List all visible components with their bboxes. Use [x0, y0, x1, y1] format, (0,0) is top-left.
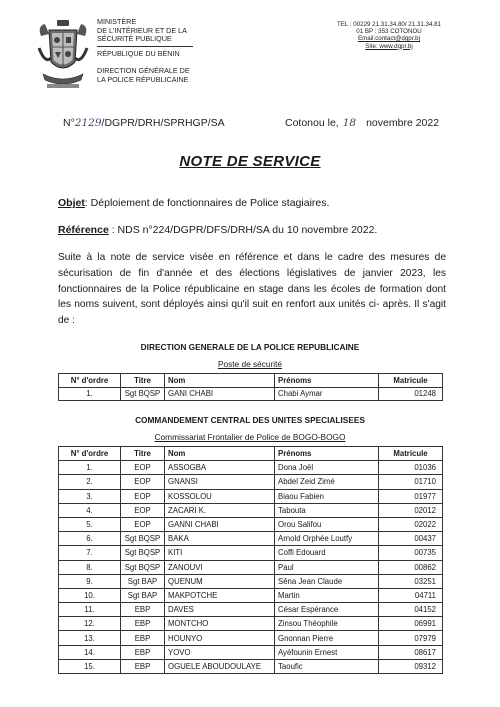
cell-name: KITI [165, 546, 275, 560]
cell-name: GANI CHABI [165, 387, 275, 401]
reference-label: Référence [58, 224, 109, 236]
col-firstnames-header: Prénoms [275, 374, 379, 388]
cell-matricule: 01248 [379, 387, 443, 401]
cell-firstnames: Abdel Zeid Zimé [275, 475, 379, 489]
reference-suffix: /DGPR/DRH/SPRHGP/SA [101, 117, 225, 129]
table-row [59, 574, 443, 588]
table-row [59, 475, 443, 489]
cell-title: EBP [121, 645, 165, 659]
cell-matricule: 01710 [379, 475, 443, 489]
cell-name: OGUELE ABOUDOULAYE [165, 659, 275, 673]
cell-title: EOP [121, 517, 165, 531]
table-row [59, 517, 443, 531]
table-row [59, 617, 443, 631]
cell-matricule: 07979 [379, 631, 443, 645]
col-order-header: N° d'ordre [59, 374, 121, 388]
ministry-line-3: SÉCURITÉ PUBLIQUE [97, 34, 172, 44]
cell-title: Sgt BQSP [121, 546, 165, 560]
cell-name: YOVO [165, 645, 275, 659]
contact-website-link[interactable]: Site: www.dgpr.bj [365, 42, 413, 50]
cell-order: 3. [59, 489, 121, 503]
date-city: Cotonou le, [285, 117, 339, 129]
body-paragraph: Suite à la note de service visée en référence et dans le cadre des mesures de sécurisation de fin d'année et des élections législatives de janvier 2023, les fonctionnaires de la Police républicaine en stage dans les écoles de formation dont les noms suivent, sont déployés ainsi qu'il suit en renfort aux unités ci- après. Il s'agit de : [58, 252, 446, 327]
col-order-header: N° d'ordre [59, 447, 121, 461]
ministry-line-1: MINISTÈRE [97, 17, 137, 26]
cell-firstnames: Ayéfounin Ernest [275, 645, 379, 659]
table-row [59, 503, 443, 517]
cell-order: 2. [59, 475, 121, 489]
ministry-line-2: DE L'INTÉRIEUR ET DE LA [97, 25, 187, 35]
table-row [59, 603, 443, 617]
section1-subtitle: Poste de sécurité [217, 359, 283, 369]
ministry-header [97, 18, 193, 85]
cell-title: EBP [121, 631, 165, 645]
subject-line [58, 197, 329, 209]
section2-subtitle: Commissariat Frontalier de Police de BOGO-BOGO [154, 432, 346, 442]
cell-title: EOP [121, 503, 165, 517]
cell-name: MONTCHO [165, 617, 275, 631]
cell-matricule: 01036 [379, 461, 443, 475]
cell-firstnames: Biaou Fabien [275, 489, 379, 503]
table-row [59, 532, 443, 546]
cell-name: HOUNYO [165, 631, 275, 645]
cell-order: 1. [59, 387, 121, 401]
cell-title: EOP [121, 489, 165, 503]
cell-order: 7. [59, 546, 121, 560]
cell-name: KOSSOLOU [165, 489, 275, 503]
cell-matricule: 06991 [379, 617, 443, 631]
section1-table [58, 373, 443, 401]
cell-title: Sgt BQSP [121, 560, 165, 574]
cell-name: DAVES [165, 603, 275, 617]
cell-order: 1. [59, 461, 121, 475]
cell-name: GANNI CHABI [165, 517, 275, 531]
benin-coat-of-arms-emblem [35, 18, 91, 92]
cell-order: 6. [59, 532, 121, 546]
country-name: RÉPUBLIQUE DU BÉNIN [97, 48, 180, 58]
cell-matricule: 00437 [379, 532, 443, 546]
table-row [59, 631, 443, 645]
cell-firstnames: Paul [275, 560, 379, 574]
cell-firstnames: Dona Joël [275, 461, 379, 475]
cell-title: EOP [121, 461, 165, 475]
table-row [59, 588, 443, 602]
section2-table [58, 446, 443, 674]
col-matricule-header: Matricule [379, 447, 443, 461]
document-date [285, 117, 439, 129]
document-title: NOTE DE SERVICE [179, 153, 321, 170]
cell-name: ZACARI K. [165, 503, 275, 517]
direction-line-1: DIRECTION GÉNÉRALE DE [97, 66, 190, 76]
cell-firstnames: César Espérance [275, 603, 379, 617]
cell-title: EOP [121, 475, 165, 489]
subject-label: Objet [58, 197, 85, 209]
cell-order: 9. [59, 574, 121, 588]
cell-matricule: 02012 [379, 503, 443, 517]
cell-matricule: 04711 [379, 588, 443, 602]
cell-firstnames: Gnonnan Pierre [275, 631, 379, 645]
cell-name: QUENUM [165, 574, 275, 588]
section1-title: DIRECTION GENERALE DE LA POLICE REPUBLICAINE [140, 342, 360, 352]
cell-title: Sgt BAP [121, 574, 165, 588]
cell-matricule: 03251 [379, 574, 443, 588]
section2-title: COMMANDEMENT CENTRAL DES UNITES SPECIALISEES [135, 415, 365, 425]
cell-title: EBP [121, 603, 165, 617]
cell-firstnames: Orou Salifou [275, 517, 379, 531]
cell-title: EBP [121, 659, 165, 673]
cell-order: 13. [59, 631, 121, 645]
contact-po-box: 01 BP : 353 COTONOU [356, 28, 422, 36]
handwritten-reference-number: 2129 [74, 117, 102, 129]
col-name-header: Nom [165, 374, 275, 388]
table-row [59, 461, 443, 475]
cell-title: Sgt BQSP [121, 387, 165, 401]
cell-name: BAKA [165, 532, 275, 546]
cell-matricule: 00862 [379, 560, 443, 574]
table-row [59, 560, 443, 574]
cell-matricule: 04152 [379, 603, 443, 617]
table-row [59, 659, 443, 673]
cell-order: 12. [59, 617, 121, 631]
table-header-row [59, 447, 443, 461]
date-month-year: novembre 2022 [366, 117, 440, 129]
contact-phone: TEL : 00229 21.31.34.80/ 21.31.34.81 [336, 21, 441, 28]
cell-firstnames: Chabi Aymar [275, 387, 379, 401]
cell-order: 5. [59, 517, 121, 531]
cell-title: Sgt BAP [121, 588, 165, 602]
col-firstnames-header: Prénoms [275, 447, 379, 461]
subject-text: : Déploiement de fonctionnaires de Police stagiaires. [84, 197, 330, 209]
cell-title: EBP [121, 617, 165, 631]
col-title-header: Titre [121, 374, 165, 388]
cell-title: Sgt BQSP [121, 532, 165, 546]
cell-order: 10. [59, 588, 121, 602]
document-reference [63, 117, 225, 129]
table-row [59, 546, 443, 560]
direction-line-2: LA POLICE RÉPUBLICAINE [97, 74, 189, 84]
header-divider [97, 46, 193, 47]
cell-firstnames: Taoufic [275, 659, 379, 673]
cell-name: ZANOUVI [165, 560, 275, 574]
table-header-row [59, 374, 443, 388]
cell-matricule: 02022 [379, 517, 443, 531]
cell-matricule: 00735 [379, 546, 443, 560]
col-title-header: Titre [121, 447, 165, 461]
cell-order: 8. [59, 560, 121, 574]
reference-line [58, 224, 377, 236]
handwritten-day: 18 [342, 117, 357, 129]
cell-firstnames: Sêna Jean Claude [275, 574, 379, 588]
cell-firstnames: Tabouta [275, 503, 379, 517]
cell-order: 14. [59, 645, 121, 659]
contact-email-link[interactable]: Email:contact@dgpr.bj [358, 35, 420, 43]
cell-name: MAKPOTCHE [165, 588, 275, 602]
cell-matricule: 01977 [379, 489, 443, 503]
cell-order: 4. [59, 503, 121, 517]
col-name-header: Nom [165, 447, 275, 461]
cell-firstnames: Martin [275, 588, 379, 602]
cell-firstnames: Arnold Orphée Loutfy [275, 532, 379, 546]
cell-matricule: 08617 [379, 645, 443, 659]
cell-order: 11. [59, 603, 121, 617]
table-row [59, 645, 443, 659]
col-matricule-header: Matricule [379, 374, 443, 388]
table-row [59, 387, 443, 401]
table-row [59, 489, 443, 503]
contact-block [324, 21, 454, 50]
reference-prefix: N° [63, 117, 75, 129]
cell-name: ASSOGBA [165, 461, 275, 475]
cell-firstnames: Zinsou Théophile [275, 617, 379, 631]
cell-matricule: 09312 [379, 659, 443, 673]
cell-firstnames: Coffi Edouard [275, 546, 379, 560]
cell-order: 15. [59, 659, 121, 673]
reference-text: : NDS n°224/DGPR/DFS/DRH/SA du 10 novembre 2022. [108, 224, 378, 236]
cell-name: GNANSI [165, 475, 275, 489]
